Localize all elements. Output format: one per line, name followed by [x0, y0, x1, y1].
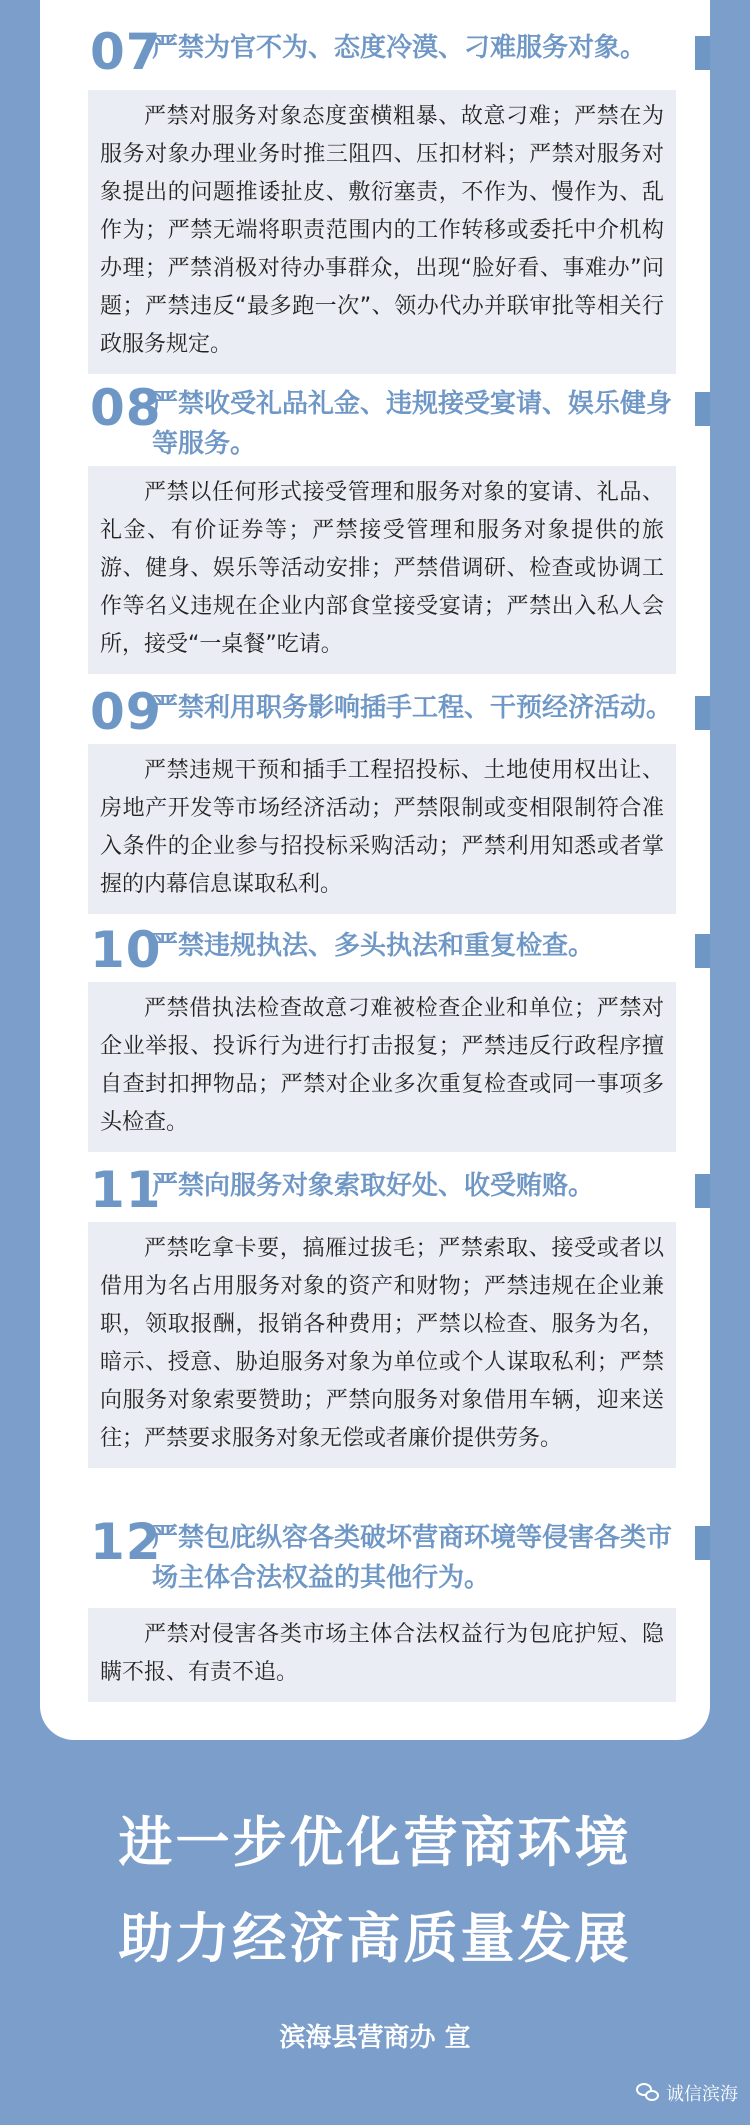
section-body: 严禁以任何形式接受管理和服务对象的宴请、礼品、礼金、有价证券等；严禁接受管理和服务对象提供的旅游、健身、娱乐等活动安排；严禁借调研、检查或协调工作等名义违规在企业内部食堂接受宴请；严禁出入私人会所，接受“一桌餐”吃请。	[88, 466, 676, 674]
section-body: 严禁对侵害各类市场主体合法权益行为包庇护短、隐瞒不报、有责不追。	[88, 1608, 676, 1702]
section-header	[0, 1512, 750, 1592]
section-header	[0, 378, 750, 458]
accent-tab	[695, 36, 710, 70]
accent-tab	[695, 934, 710, 968]
section-number: 12	[90, 1513, 162, 1571]
footer-issuer: 滨海县营商办 宣	[279, 2023, 471, 2053]
footer-slogan-line2: 助力经济高质量发展	[118, 1907, 632, 1970]
accent-tab	[695, 696, 710, 730]
section-10	[0, 920, 750, 1135]
watermark-text: 诚信滨海	[666, 2084, 738, 2105]
section-title: 严禁利用职务影响插手工程、干预经济活动。	[152, 693, 673, 723]
section-title: 严禁为官不为、态度冷漠、刁难服务对象。	[152, 33, 647, 63]
section-title: 严禁向服务对象索取好处、收受贿赂。	[152, 1171, 595, 1201]
section-body: 严禁借执法检查故意刁难被检查企业和单位；严禁对企业举报、投诉行为进行打击报复；严禁违反行政程序擅自查封扣押物品；严禁对企业多次重复检查或同一事项多头检查。	[88, 982, 676, 1152]
wechat-icon	[636, 2083, 660, 2103]
section-body: 严禁违规干预和插手工程招投标、土地使用权出让、房地产开发等市场经济活动；严禁限制或变相限制符合准入条件的企业参与招投标采购活动；严禁利用知悉或者掌握的内幕信息谋取私利。	[88, 744, 676, 914]
section-title: 严禁收受礼品礼金、违规接受宴请、娱乐健身等服务。	[152, 389, 673, 459]
section-number: 09	[90, 683, 162, 741]
wechat-watermark	[636, 2080, 738, 2106]
section-body: 严禁吃拿卡要，搞雁过拔毛；严禁索取、接受或者以借用为名占用服务对象的资产和财物；严禁违规在企业兼职，领取报酬，报销各种费用；严禁以检查、服务为名，暗示、授意、胁迫服务对象为单位或个人谋取私利；严禁向服务对象索要赞助；严禁向服务对象借用车辆，迎来送往；严禁要求服务对象无偿或者廉价提供劳务。	[88, 1222, 676, 1468]
section-11	[0, 1160, 750, 1451]
section-title: 严禁违规执法、多头执法和重复检查。	[152, 931, 595, 961]
section-08	[0, 378, 750, 657]
section-body: 严禁对服务对象态度蛮横粗暴、故意刁难；严禁在为服务对象办理业务时推三阻四、压扣材料；严禁对服务对象提出的问题推诿扯皮、敷衍塞责，不作为、慢作为、乱作为；严禁无端将职责范围内的工作转移或委托中介机构办理；严禁消极对待办事群众，出现“脸好看、事难办”问题；严禁违反“最多跑一次”、领办代办并联审批等相关行政服务规定。	[88, 90, 676, 374]
section-title: 严禁包庇纵容各类破坏营商环境等侵害各类市场主体合法权益的其他行为。	[152, 1523, 673, 1593]
section-number: 10	[90, 921, 162, 979]
accent-tab	[695, 392, 710, 426]
accent-tab	[695, 1526, 710, 1560]
section-number: 08	[90, 379, 162, 437]
footer-slogan-line1: 进一步优化营商环境	[118, 1811, 632, 1874]
section-09	[0, 682, 750, 897]
accent-tab	[695, 1174, 710, 1208]
section-number: 11	[90, 1161, 162, 1219]
section-number: 07	[90, 23, 162, 81]
section-07	[0, 22, 750, 357]
section-12	[0, 1512, 750, 1685]
